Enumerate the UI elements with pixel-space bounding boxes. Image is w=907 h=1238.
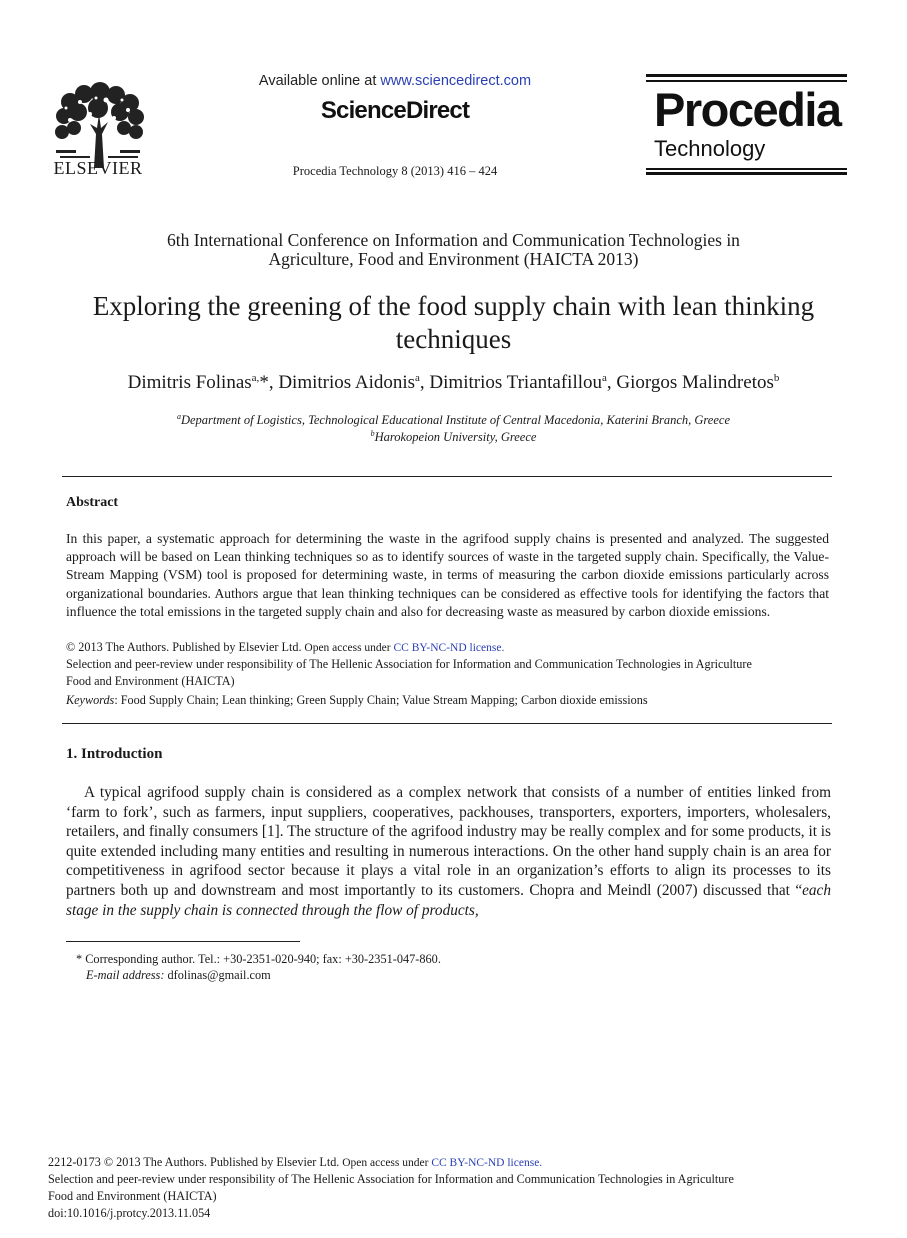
introduction-quote: each stage in the supply chain is connected through the flow of products,: [66, 881, 831, 919]
corresponding-author-mark: *: [259, 372, 269, 393]
affiliation-a: [40, 412, 867, 428]
journal-logo-rule-bottom: [646, 172, 847, 175]
publisher-wordmark: ELSEVIER: [53, 158, 143, 178]
journal-logo-sub: Technology: [654, 136, 766, 161]
author: [278, 372, 429, 393]
abstract-copyright-line: [66, 639, 829, 657]
footnote-rule: [66, 941, 300, 942]
footer-review-line-2: Food and Environment (HAICTA): [48, 1188, 217, 1203]
introduction-text: A typical agrifood supply chain is considered as a complex network that consists of a number of entities linked from ‘farm to fork’, such as farmers, input suppliers, cooperatives, packhouses, transporters, exporters, importers, wholesalers, retailers, and finally consumers [1]. The structure of the agrifood industry may be really complex and for some products, it is quite extended including many entities and resulting in numerous interactions. On the other hand supply chain is an area for competitiveness in agrifood sector because it plays a vital role in an organization’s efforts to align its processes to its partners both up and downstream and most importantly to its customers. Chopra and Meindl (2007) discussed that “: [66, 784, 831, 899]
conference-line-1: 6th International Conference on Information and Communication Technologies in: [167, 230, 740, 250]
email-note: [86, 968, 271, 983]
footer-open-access: Open access under: [339, 1157, 432, 1169]
journal-reference: Procedia Technology 8 (2013) 416 – 424: [292, 164, 498, 178]
affiliation-b: [40, 429, 867, 445]
affiliation-text: Harokopeion University, Greece: [374, 430, 537, 444]
conference-line-2: Agriculture, Food and Environment (HAICTA 2013): [268, 249, 639, 269]
affiliation-text: Department of Logistics, Technological Educational Institute of Central Macedonia, Katerini Branch, Greece: [180, 413, 730, 427]
paper-title: [40, 290, 867, 356]
abstract-body: In this paper, a systematic approach for determining the waste in the agrifood supply chains is presented and analyzed. The suggested approach will be based on Lean thinking techniques so as to identify sources of waste in the targeted supply chain. Specifically, the Value-Stream Mapping (VSM) tool is proposed for determining waste, in terms of measuring the carbon dioxide emissions particularly across organizational boundaries. Authors argue that lean thinking techniques can be considered as effective tools for identifying the factors that influence the total emissions in the targeted supply chain and also for decreasing waste as measured by carbon dioxide emissions.: [66, 531, 829, 619]
abstract-review-statement: [66, 656, 829, 689]
sciencedirect-link[interactable]: www.sciencedirect.com: [380, 73, 532, 89]
author-separator: ,: [268, 372, 279, 393]
review-line-1: Selection and peer-review under responsibility of The Hellenic Association for Information and Communication Technologies in Agriculture: [66, 657, 752, 671]
license-link[interactable]: CC BY-NC-ND license.: [393, 642, 505, 654]
author-name: Dimitris Folinas: [127, 372, 252, 393]
journal-logo-rule-top-thin: [646, 80, 847, 82]
availability-prefix: Available online at: [258, 73, 381, 89]
footer-review-line-1: Selection and peer-review under responsibility of The Hellenic Association for Information and Communication Technologies in Agriculture: [48, 1172, 734, 1186]
author-separator: ,: [606, 372, 617, 393]
affiliation-mark: b: [370, 429, 375, 438]
author-list: [40, 372, 867, 394]
title-line-2: techniques: [395, 324, 512, 354]
journal-logo-rule-bottom-thin: [646, 168, 847, 170]
journal-logo-main: Procedia: [654, 83, 841, 136]
abstract-heading: Abstract: [66, 495, 119, 510]
keywords-label: Keywords: [66, 693, 115, 707]
footer-review-statement: [48, 1171, 848, 1205]
review-line-2: Food and Environment (HAICTA): [66, 673, 235, 688]
journal-logo-rule-top: [646, 74, 847, 77]
author-name: Giorgos Malindretos: [616, 372, 774, 393]
platform-wordmark: ScienceDirect: [320, 97, 470, 124]
author-name: Dimitrios Aidonis: [278, 372, 416, 393]
title-line-1: Exploring the greening of the food supply chain with lean thinking: [92, 291, 815, 321]
introduction-heading: 1. Introduction: [66, 746, 163, 762]
author-affiliation-mark: a: [602, 372, 607, 384]
copyright-text: © 2013 The Authors. Published by Elsevier Ltd.: [66, 640, 302, 654]
author: [429, 372, 616, 393]
affiliation-mark: a: [176, 412, 181, 421]
email-label: E-mail address:: [86, 968, 165, 982]
footer-copyright: 2212-0173 © 2013 The Authors. Published by Elsevier Ltd.: [48, 1155, 340, 1169]
corresponding-author-note: * Corresponding author. Tel.: +30-2351-020-940; fax: +30-2351-047-860.: [76, 952, 441, 966]
author: [616, 372, 779, 393]
author-name: Dimitrios Triantafillou: [429, 372, 603, 393]
footer-license-link[interactable]: CC BY-NC-ND license.: [431, 1157, 543, 1169]
keywords-line: [66, 692, 829, 709]
doi: doi:10.1016/j.protcy.2013.11.054: [48, 1206, 211, 1220]
author-separator: ,: [419, 372, 430, 393]
keywords-list: : Food Supply Chain; Lean thinking; Green Supply Chain; Value Stream Mapping; Carbon dioxide emissions: [114, 693, 648, 707]
conference-name: [60, 231, 847, 269]
author-affiliation-mark: a: [415, 372, 420, 384]
divider-top: [62, 476, 832, 477]
email-address: dfolinas@gmail.com: [164, 968, 271, 982]
open-access-text: Open access under: [301, 642, 394, 654]
introduction-body: [66, 783, 831, 920]
author: [128, 372, 279, 393]
divider-bottom: [62, 723, 832, 724]
journal-logo: [646, 74, 847, 176]
author-affiliation-mark: a,: [251, 372, 260, 384]
availability-line: [240, 73, 550, 89]
author-affiliation-mark: b: [773, 372, 780, 384]
footer-copyright-line: [48, 1154, 848, 1172]
